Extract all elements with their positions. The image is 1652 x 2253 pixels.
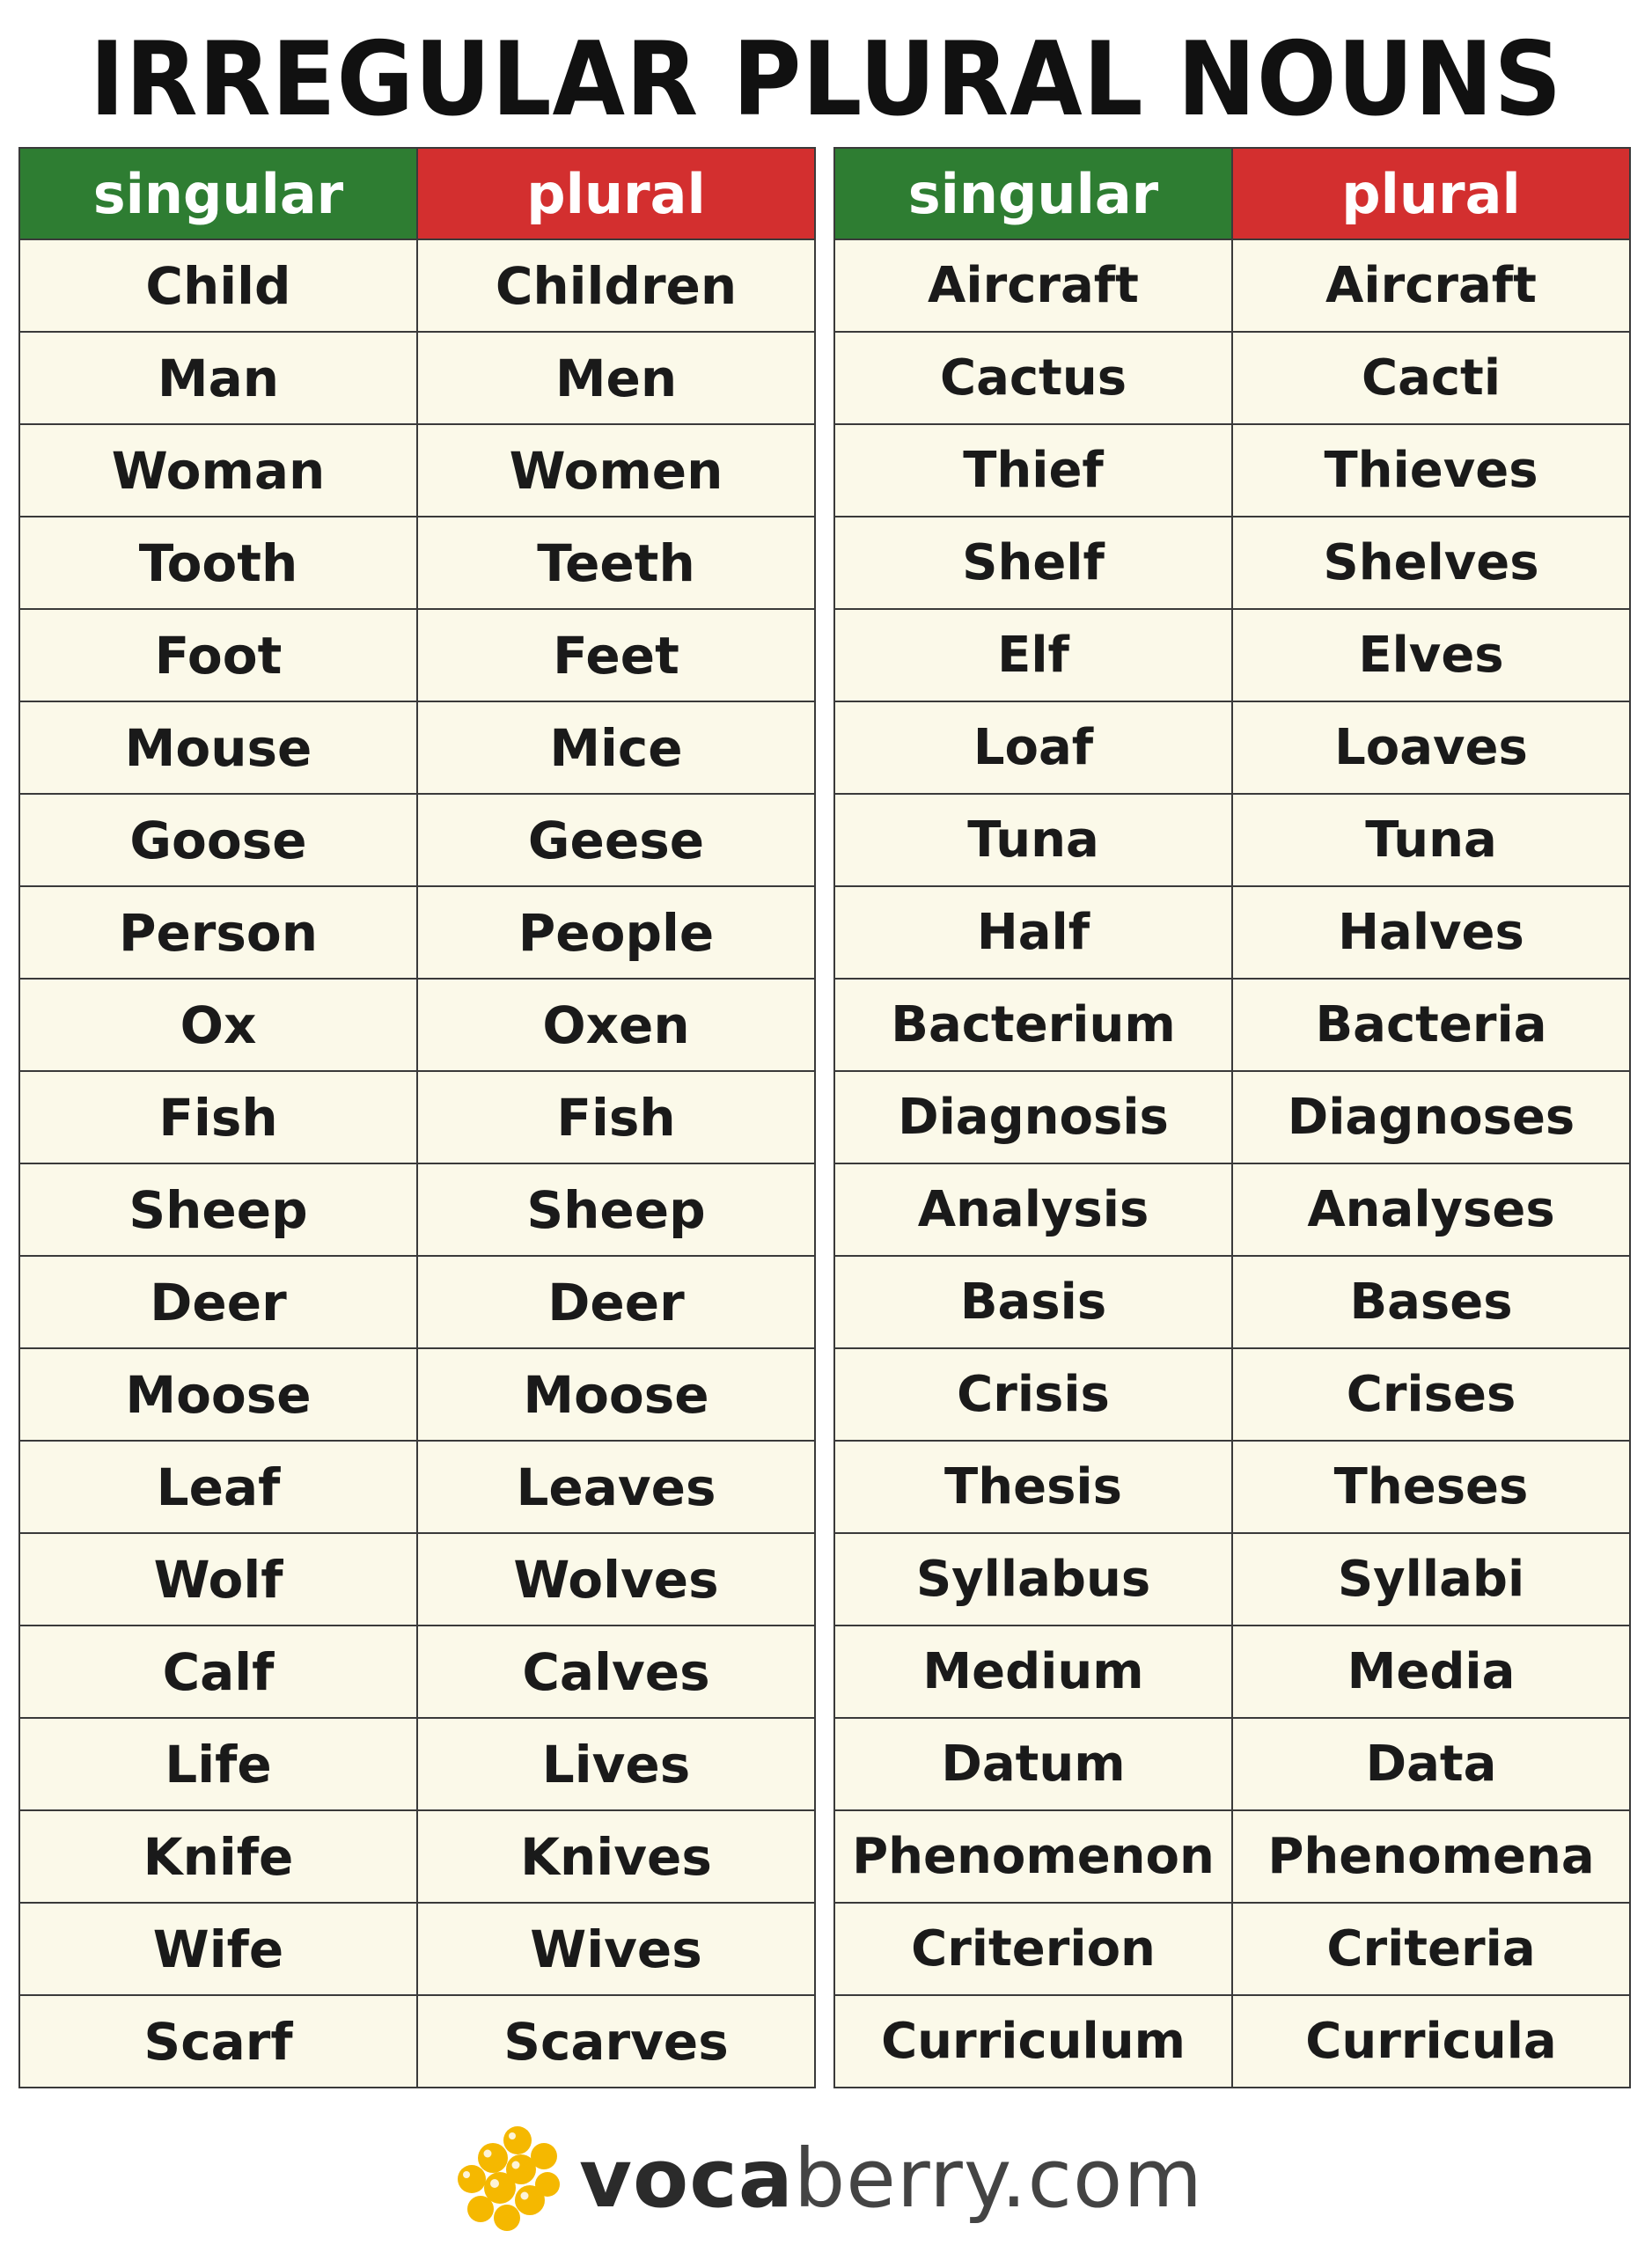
singular-cell: Scarf: [19, 1995, 417, 2088]
plural-cell: Tuna: [1232, 794, 1630, 886]
berry-cluster-icon: [449, 2121, 563, 2235]
singular-cell: Shelf: [834, 517, 1232, 609]
table-row: [834, 1903, 1630, 1995]
plural-cell: Shelves: [1232, 517, 1630, 609]
singular-cell: Child: [19, 239, 417, 332]
table-row: [834, 332, 1630, 424]
singular-cell: Medium: [834, 1626, 1232, 1718]
singular-cell: Leaf: [19, 1441, 417, 1533]
plural-cell: Aircraft: [1232, 239, 1630, 332]
plural-cell: Phenomena: [1232, 1810, 1630, 1903]
left-word-table: [18, 147, 816, 2088]
plural-cell: Syllabi: [1232, 1533, 1630, 1626]
plural-cell: Lives: [417, 1718, 815, 1810]
plural-cell: Media: [1232, 1626, 1630, 1718]
singular-cell: Knife: [19, 1810, 417, 1903]
table-row: [19, 1903, 815, 1995]
table-row: [834, 1995, 1630, 2088]
plural-cell: Thieves: [1232, 424, 1630, 517]
singular-cell: Cactus: [834, 332, 1232, 424]
plural-cell: Teeth: [417, 517, 815, 609]
singular-cell: Mouse: [19, 701, 417, 794]
table-row: [19, 886, 815, 979]
singular-cell: Wolf: [19, 1533, 417, 1626]
plural-cell: Loaves: [1232, 701, 1630, 794]
table-row: [19, 701, 815, 794]
plural-cell: Calves: [417, 1626, 815, 1718]
table-row: [19, 1163, 815, 1256]
singular-cell: Basis: [834, 1256, 1232, 1348]
singular-cell: Criterion: [834, 1903, 1232, 1995]
singular-cell: Curriculum: [834, 1995, 1232, 2088]
table-row: [834, 424, 1630, 517]
plural-cell: Diagnoses: [1232, 1071, 1630, 1163]
plural-cell: People: [417, 886, 815, 979]
table-row: [19, 1071, 815, 1163]
singular-cell: Calf: [19, 1626, 417, 1718]
plural-cell: Wolves: [417, 1533, 815, 1626]
singular-cell: Wife: [19, 1903, 417, 1995]
table-row: [834, 886, 1630, 979]
singular-cell: Crisis: [834, 1348, 1232, 1441]
singular-cell: Half: [834, 886, 1232, 979]
plural-cell: Deer: [417, 1256, 815, 1348]
singular-cell: Analysis: [834, 1163, 1232, 1256]
table-row: [834, 1810, 1630, 1903]
table-row: [19, 1718, 815, 1810]
singular-cell: Goose: [19, 794, 417, 886]
plural-cell: Moose: [417, 1348, 815, 1441]
plural-cell: Wives: [417, 1903, 815, 1995]
plural-cell: Leaves: [417, 1441, 815, 1533]
singular-cell: Diagnosis: [834, 1071, 1232, 1163]
table-row: [834, 701, 1630, 794]
singular-cell: Syllabus: [834, 1533, 1232, 1626]
singular-cell: Datum: [834, 1718, 1232, 1810]
plural-cell: Theses: [1232, 1441, 1630, 1533]
plural-cell: Cacti: [1232, 332, 1630, 424]
table-row: [834, 1256, 1630, 1348]
table-row: [19, 332, 815, 424]
singular-header: singular: [19, 148, 417, 239]
singular-cell: Deer: [19, 1256, 417, 1348]
brand-name: [579, 2132, 1203, 2226]
plural-cell: Men: [417, 332, 815, 424]
table-row: [19, 979, 815, 1071]
singular-cell: Tooth: [19, 517, 417, 609]
singular-cell: Thesis: [834, 1441, 1232, 1533]
singular-cell: Foot: [19, 609, 417, 701]
table-header-row: [834, 148, 1630, 239]
table-row: [834, 1718, 1630, 1810]
table-row: [19, 1256, 815, 1348]
plural-cell: Feet: [417, 609, 815, 701]
plural-cell: Data: [1232, 1718, 1630, 1810]
plural-cell: Geese: [417, 794, 815, 886]
table-row: [834, 1441, 1630, 1533]
table-row: [19, 1995, 815, 2088]
table-row: [19, 609, 815, 701]
singular-cell: Aircraft: [834, 239, 1232, 332]
table-row: [834, 1533, 1630, 1626]
table-row: [834, 1163, 1630, 1256]
plural-cell: Knives: [417, 1810, 815, 1903]
table-row: [834, 609, 1630, 701]
plural-cell: Oxen: [417, 979, 815, 1071]
plural-cell: Bacteria: [1232, 979, 1630, 1071]
singular-cell: Elf: [834, 609, 1232, 701]
plural-cell: Criteria: [1232, 1903, 1630, 1995]
table-row: [19, 1348, 815, 1441]
singular-cell: Fish: [19, 1071, 417, 1163]
footer: [0, 2117, 1652, 2240]
table-row: [834, 1348, 1630, 1441]
plural-cell: Elves: [1232, 609, 1630, 701]
table-row: [834, 1071, 1630, 1163]
singular-cell: Life: [19, 1718, 417, 1810]
table-row: [834, 239, 1630, 332]
table-row: [834, 1626, 1630, 1718]
table-row: [834, 517, 1630, 609]
plural-cell: Fish: [417, 1071, 815, 1163]
singular-cell: Woman: [19, 424, 417, 517]
table-row: [834, 979, 1630, 1071]
table-row: [19, 517, 815, 609]
table-row: [19, 239, 815, 332]
singular-cell: Thief: [834, 424, 1232, 517]
table-row: [19, 1533, 815, 1626]
brand-rest: berry.com: [793, 2131, 1203, 2226]
table-header-row: [19, 148, 815, 239]
plural-cell: Sheep: [417, 1163, 815, 1256]
singular-cell: Sheep: [19, 1163, 417, 1256]
singular-cell: Phenomenon: [834, 1810, 1232, 1903]
page-title: IRREGULAR PLURAL NOUNS: [89, 20, 1563, 139]
plural-cell: Women: [417, 424, 815, 517]
brand-bold: voca: [579, 2131, 794, 2226]
plural-header: plural: [1232, 148, 1630, 239]
singular-header: singular: [834, 148, 1232, 239]
plural-header: plural: [417, 148, 815, 239]
plural-cell: Scarves: [417, 1995, 815, 2088]
table-row: [19, 1626, 815, 1718]
singular-cell: Moose: [19, 1348, 417, 1441]
singular-cell: Bacterium: [834, 979, 1232, 1071]
plural-cell: Halves: [1232, 886, 1630, 979]
plural-cell: Children: [417, 239, 815, 332]
plural-cell: Curricula: [1232, 1995, 1630, 2088]
table-row: [19, 1441, 815, 1533]
singular-cell: Tuna: [834, 794, 1232, 886]
table-row: [834, 794, 1630, 886]
table-row: [19, 794, 815, 886]
plural-cell: Bases: [1232, 1256, 1630, 1348]
table-row: [19, 424, 815, 517]
table-row: [19, 1810, 815, 1903]
right-word-table: [833, 147, 1631, 2088]
singular-cell: Man: [19, 332, 417, 424]
singular-cell: Ox: [19, 979, 417, 1071]
plural-cell: Mice: [417, 701, 815, 794]
singular-cell: Loaf: [834, 701, 1232, 794]
plural-cell: Crises: [1232, 1348, 1630, 1441]
singular-cell: Person: [19, 886, 417, 979]
plural-cell: Analyses: [1232, 1163, 1630, 1256]
